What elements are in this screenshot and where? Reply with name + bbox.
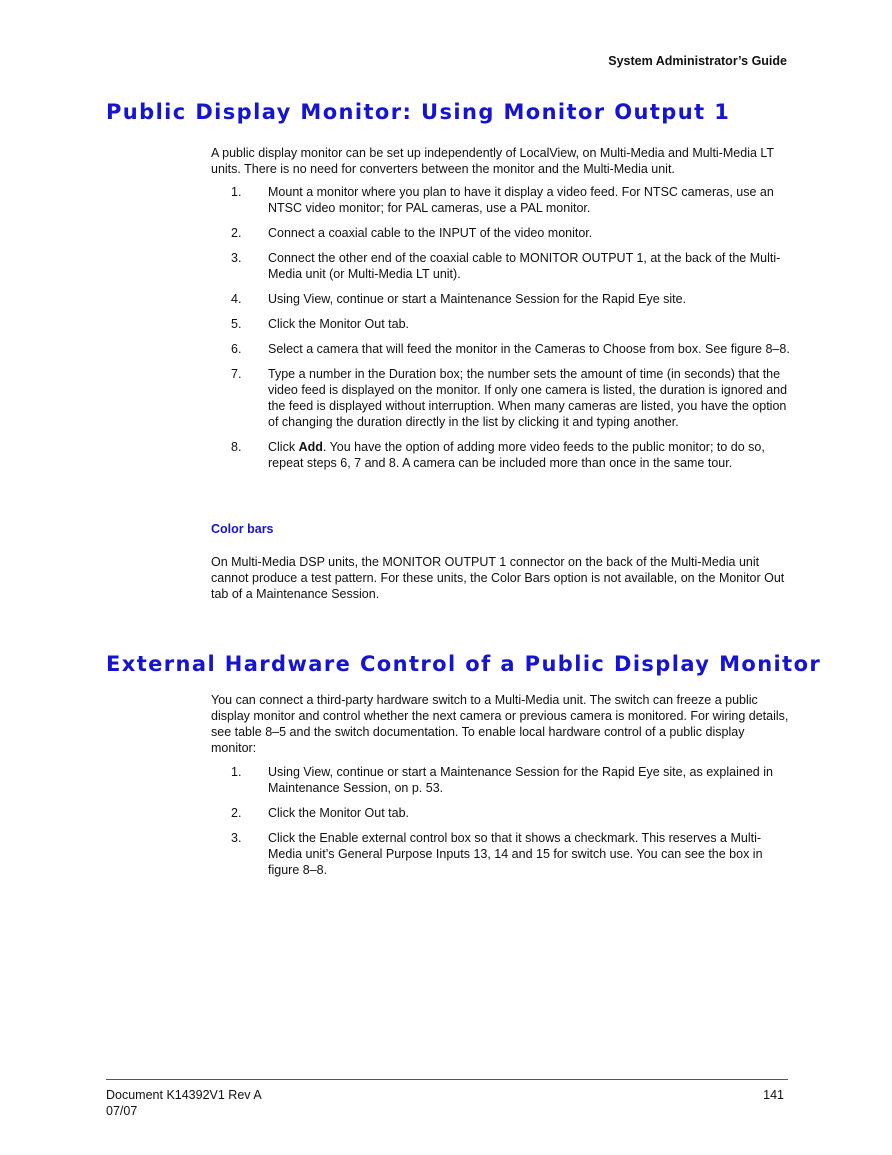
list-item: 8. Click Add. You have the option of adding more video feeds to the public monitor; to do so, repeat steps 6, 7 and 8. A camera can be included more than once in the same tour. [231,440,765,470]
section2-steps [211,764,791,878]
list-item: 2. Connect a coaxial cable to the INPUT of the video monitor. [231,226,593,240]
list-item: 6. Select a camera that will feed the monitor in the Cameras to Choose from box. See figure 8–8. [231,342,790,356]
section1-steps [211,184,791,471]
section1-body [211,145,791,177]
list-item: 3. Click the Enable external control box so that it shows a checkmark. This reserves a Multi-Media unit’s General Purpose Inputs 13, 14 and 15 for switch use. You can see the box in figure 8–8. [231,831,763,877]
step-list [211,184,791,471]
section2-body [211,692,791,756]
section-title-external-hardware-control: External Hardware Control of a Public Display Monitor [106,652,822,676]
section-title-public-display-monitor: Public Display Monitor: Using Monitor Output 1 [106,100,731,124]
color-bars-paragraph: On Multi-Media DSP units, the MONITOR OUTPUT 1 connector on the back of the Multi-Media unit cannot produce a test pattern. For these units, the Color Bars option is not available, on the Monitor Out tab of a Maintenance Session. [211,555,785,601]
footer-date: 07/07 [106,1104,138,1118]
list-item: 5. Click the Monitor Out tab. [231,317,410,331]
list-item: 1. Using View, continue or start a Maintenance Session for the Rapid Eye site, as explained in Maintenance Session, on p. 53. [231,765,773,795]
list-item: 1. Mount a monitor where you plan to have it display a video feed. For NTSC cameras, use an NTSC video monitor; for PAL cameras, use a PAL monitor. [231,185,774,215]
running-header: System Administrator’s Guide [608,54,787,68]
list-item: 7. Type a number in the Duration box; the number sets the amount of time (in seconds) that the video feed is displayed on the monitor. If only one camera is listed, the duration is ignored and the feed is displayed without interruption. When many cameras are listed, you have the option of changing the duration directly in the list by clicking it and typing another. [231,367,788,429]
list-item: 3. Connect the other end of the coaxial cable to MONITOR OUTPUT 1, at the back of the Multi-Media unit (or Multi-Media LT unit). [231,251,781,281]
add-keyword: Add [298,440,323,454]
list-item: 4. Using View, continue or start a Maintenance Session for the Rapid Eye site. [231,292,687,306]
color-bars-body [211,554,791,602]
page-number: 141 [763,1088,784,1102]
footer-doc-id: Document K14392V1 Rev A [106,1088,262,1102]
footer-divider [106,1079,788,1080]
subheading-color-bars: Color bars [211,522,274,536]
section1-intro: A public display monitor can be set up independently of LocalView, on Multi-Media and Multi-Media LT units. There is no need for converters between the monitor and the Multi-Media unit. [211,146,774,176]
section2-intro: You can connect a third-party hardware switch to a Multi-Media unit. The switch can freeze a public display monitor and control whether the next camera or previous camera is monitored. For wiring details, see table 8–5 and the switch documentation. To enable local hardware control of a public display monitor: [211,693,789,755]
list-item: 2. Click the Monitor Out tab. [231,806,410,820]
step-list [211,764,791,878]
